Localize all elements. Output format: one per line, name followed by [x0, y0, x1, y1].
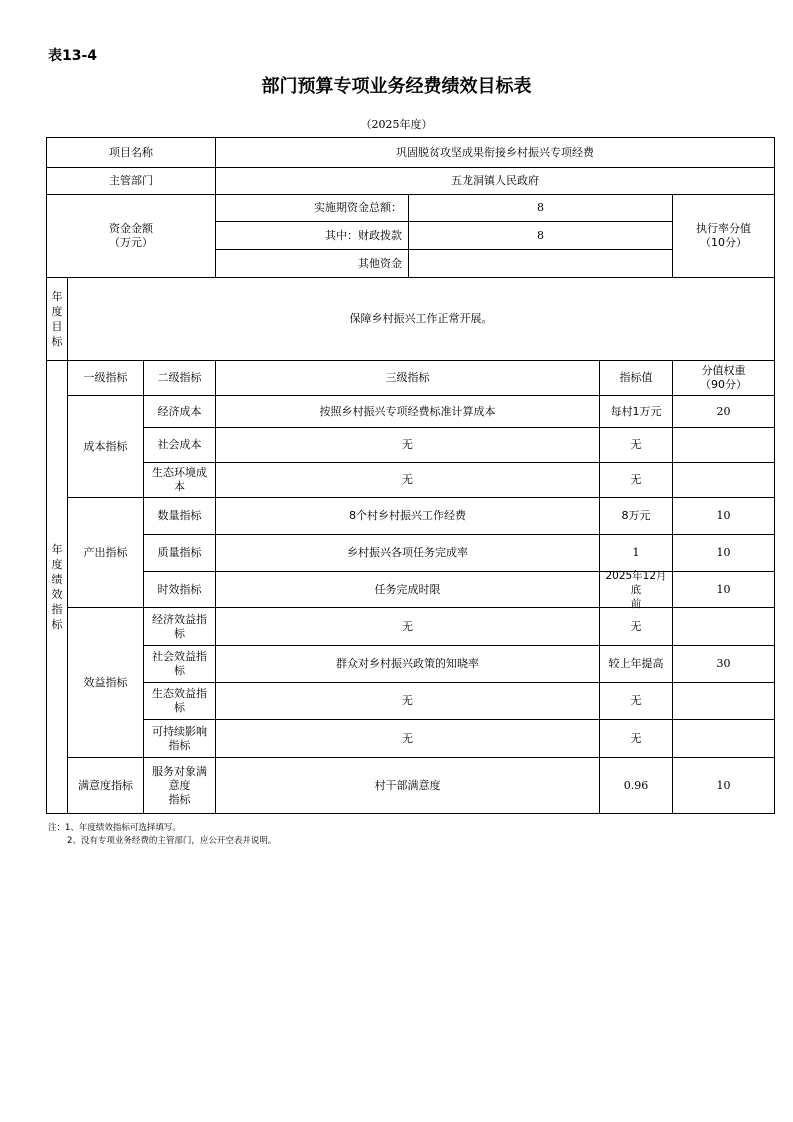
row-weight	[673, 608, 774, 645]
row-level2: 社会效益指 标	[152, 650, 207, 677]
row-weight	[673, 428, 774, 462]
project-name-value: 巩固脱贫攻坚成果衔接乡村振兴专项经费	[396, 145, 594, 159]
footnote: 注：1、年度绩效指标可选择填写。	[48, 823, 181, 833]
row-value: 无	[630, 438, 642, 451]
row-level2: 社会成本	[157, 438, 202, 451]
row-value: 1	[632, 546, 640, 559]
row-level2: 时效指标	[157, 582, 202, 596]
row-weight: 10	[716, 778, 731, 792]
row-level2: 服务对象满 意度 指标	[152, 764, 207, 806]
row-level3: 无	[402, 731, 413, 745]
header-value: 指标值	[619, 371, 653, 384]
group-satisfaction: 满意度指标	[78, 778, 133, 792]
finance-funds-label: 其中：财政拨款	[325, 228, 402, 242]
row-level3: 乡村振兴各项任务完成率	[347, 546, 468, 559]
header-level2: 二级指标	[157, 371, 202, 384]
row-value: 2025年12月底 前	[605, 569, 667, 610]
row-weight: 10	[716, 582, 731, 596]
header-level3: 三级指标	[385, 371, 430, 384]
footnote: 2、没有专项业务经费的主管部门，应公开空表并说明。	[67, 836, 277, 846]
row-weight: 10	[716, 509, 731, 522]
row-value: 较上年提高	[608, 657, 664, 670]
row-level3: 无	[402, 473, 413, 486]
dept-value: 五龙洞镇人民政府	[451, 174, 539, 187]
row-value: 0.96	[623, 778, 649, 792]
row-level3: 群众对乡村振兴政策的知晓率	[336, 657, 479, 670]
row-weight: 30	[716, 657, 731, 670]
row-level3: 无	[402, 694, 413, 707]
total-funds-label: 实施期资金总额：	[314, 201, 402, 214]
row-weight	[673, 720, 774, 757]
row-level2: 生态效益指 标	[152, 687, 207, 714]
row-level2: 质量指标	[157, 546, 202, 559]
row-weight: 10	[716, 546, 731, 559]
row-weight: 20	[716, 404, 731, 418]
row-level2: 经济效益指 标	[152, 612, 207, 640]
row-value: 无	[630, 619, 642, 633]
row-level3: 按照乡村振兴专项经费标准计算成本	[319, 404, 496, 418]
row-level2: 经济成本	[157, 404, 202, 418]
table-id: 表13-4	[48, 48, 98, 64]
annual-goal-label: 年 度 目 标	[51, 290, 63, 348]
finance-funds-value: 8	[537, 228, 544, 242]
row-weight	[673, 683, 774, 719]
dept-label: 主管部门	[109, 174, 153, 187]
row-level2: 可持续影响 指标	[152, 724, 207, 752]
page-title: 部门预算专项业务经费绩效目标表	[261, 76, 532, 97]
row-value: 8万元	[621, 509, 651, 522]
row-level3: 无	[402, 619, 413, 633]
row-value: 无	[630, 694, 642, 707]
other-funds-label: 其他资金	[358, 256, 402, 270]
row-level2: 生态环境成 本	[152, 466, 207, 493]
row-value: 每村1万元	[610, 404, 662, 418]
group-output: 产出指标	[83, 545, 128, 559]
other-funds-value	[409, 250, 672, 277]
header-weight: 分值权重 （90分）	[700, 364, 747, 391]
indicators-side-label: 年 度 绩 效 指 标	[51, 543, 63, 631]
exec-rate-label: 执行率分值 （10分）	[696, 222, 751, 249]
budget-year: （2025年度）	[360, 118, 433, 131]
row-level2: 数量指标	[157, 509, 202, 522]
header-level1: 一级指标	[83, 371, 128, 384]
group-benefit: 效益指标	[83, 675, 128, 689]
row-value: 无	[630, 731, 642, 745]
total-funds-value: 8	[537, 201, 544, 214]
group-cost: 成本指标	[83, 439, 128, 453]
row-level3: 无	[402, 438, 413, 451]
annual-goal-text: 保障乡村振兴工作正常开展。	[349, 312, 493, 325]
project-name-label: 项目名称	[109, 145, 153, 159]
row-level3: 8个村乡村振兴工作经费	[349, 509, 466, 522]
row-value: 无	[630, 473, 642, 486]
footnotes	[48, 822, 276, 848]
funds-label: 资金金额 （万元）	[109, 222, 153, 249]
row-level3: 任务完成时限	[374, 582, 441, 596]
row-level3: 村干部满意度	[374, 778, 441, 792]
row-weight	[673, 463, 774, 497]
